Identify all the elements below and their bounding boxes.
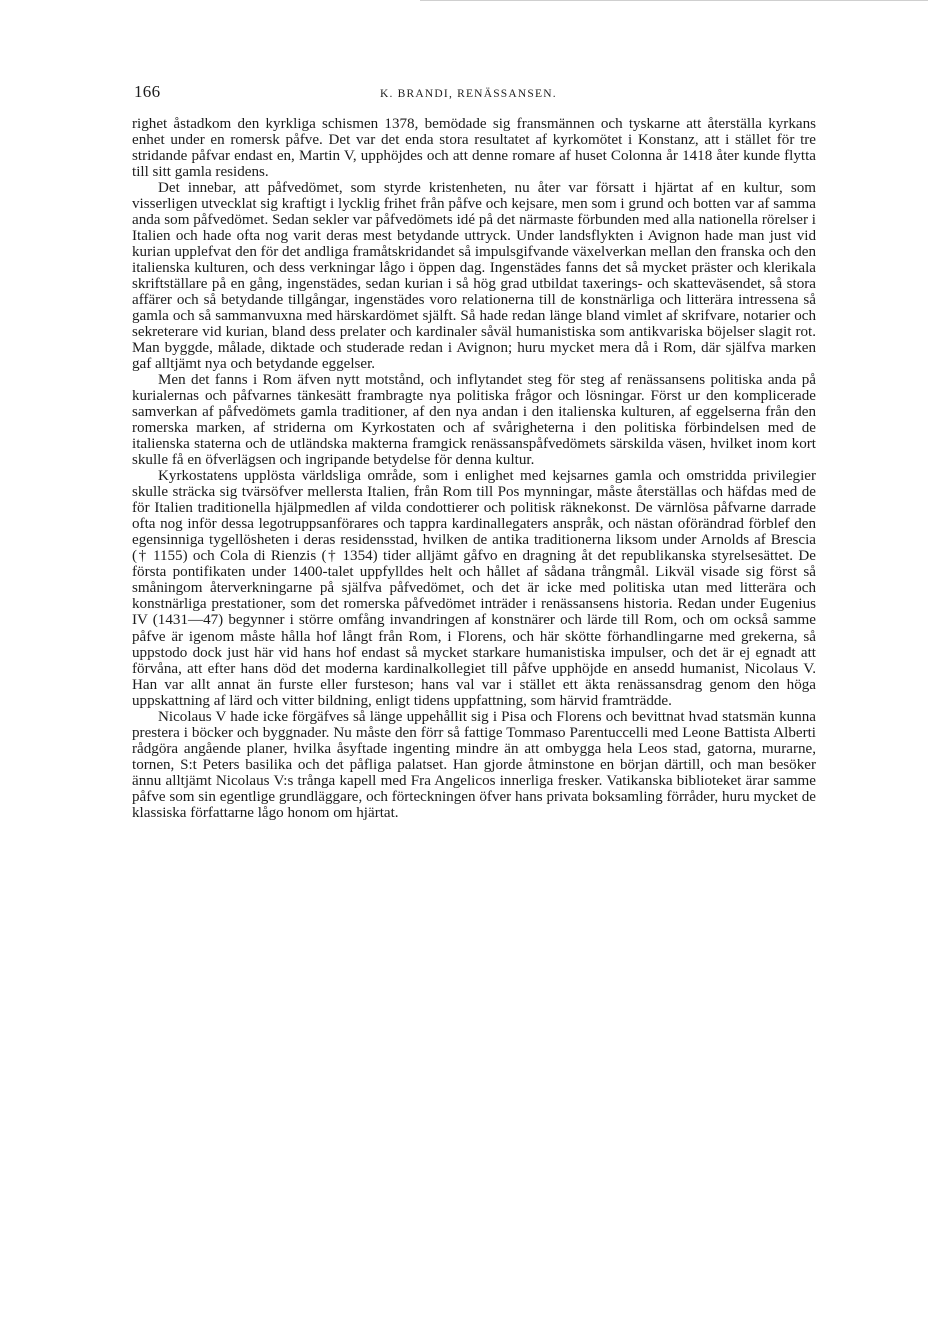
paragraph-5: Nicolaus V hade icke förgäfves så länge uppehållit sig i Pisa och Florens och bevittnat hvad statsmän kunna prestera i böcker och byggnader. Nu måste den förr så fattige Tommaso Parentuccelli med Leone Battista Alberti rådgöra angående planer, hvilka åsyftade ingenting mindre än att ombygga hela Leos stad, gatorna, murarne, tornen, S:t Peters basilika och det påfliga palatset. Han gjorde åtminstone en början därtill, och man besöker ännu alltjämt Nicolaus V:s trånga kapell med Fra Angelicos innerliga fresker. Vatikanska biblioteket ärar samme påfve som sin egentlige grundläggare, och förteckningen öfver hans privata boksamling förråder, huru mycket de klassiska författarne lågo honom om hjärtat. — [132, 708, 816, 821]
page-number: 166 — [134, 82, 161, 101]
scan-edge-line — [420, 0, 928, 1]
paragraph-2: Det innebar, att påfvedömet, som styrde kristenheten, nu åter var försatt i hjärtat af en kultur, som visserligen utvecklat sig kraftigt i lycklig frihet från påfve och kejsare, men som i grund och botten var af samma anda som påfvedömet. Sedan sekler var påfvedömets idé på det närmaste förbunden med alla nationella rörelser i Italien och hade ofta nog varit deras mest betydande uttryck. Under landsflykten i Avignon hade man just vid kurian upplefvat den för det andliga framåtskridandet så impulsgifvande växelverkan mellan den franska och den italienska kulturen, och dess verkningar lågo i öppen dag. Ingenstädes fanns det så mycket präster och klerikala skriftställare på en gång, ingenstädes, sedan kurian i så hög grad utbildat taxerings- och skatteväsendet, så stora affärer och så betydande tillgångar, ingenstädes voro relationerna till de konstnärliga och litterära intressena så gamla och så sammanvuxna med härskardömet själft. Så hade redan länge bland vimlet af skrifvare, notarier och sekreterare vid kurian, bland dess prelater och kardinaler såväl humanistiska som antikvariska böjelser slagit rot. Man byggde, målade, diktade och studerade redan i Avignon; huru mycket mera då i Rom, där själfva marken gaf alltjämt nya och betydande eggelser. — [132, 180, 817, 373]
running-head: K. BRANDI, RENÄSSANSEN. — [380, 88, 557, 100]
body-text — [132, 116, 816, 821]
paragraph-3: Men det fanns i Rom äfven nytt motstånd, och inflytandet steg för steg af renässansens politiska anda på kurialernas och påfvarnes tänkesätt frambragte nya politiska frågor och lösningar. Först ur den komplicerade samverkan af påfvedömets gamla traditioner, af den nya andan i den italienska kulturen, af eggelserna från den romerska marken, af striderna om Kyrkostaten och af svårigheterna i den politiska förbindelsen med de italienska staterna och de utländska makterna framgick renässanspåfvedömets särskilda väsen, hvilket inom kort skulle få en öfverlägsen och ingripande betydelse för denna kultur. — [132, 372, 816, 469]
paragraph-4: Kyrkostatens upplösta världsliga område, som i enlighet med kejsarnes gamla och omstridda privilegier skulle sträcka sig tvärsöfver mellersta Italien, från Rom till Pos mynningar, måste återställas och häfdas med de för Italien traditionella hjälpmedlen af vilda condottierer och politisk räknekonst. De värnlösa påfvarne darrade ofta nog inför dessa legotruppsanförares och tappra kardinallegaters anspråk, och nästan oförändrad förblef den egensinniga tygellösheten i deras residensstad, hvilken de antika traditionerna liksom under Arnolds af Brescia († 1155) och Cola di Rienzis († 1354) tider alljämt gåfvo en dragning åt det republikanska styrelsesättet. De första pontifikaten under 1400-talet uppfylldes helt och hållet af sådana trångmål. Likväl visade sig först så småningom återverkningarne på själfva påfvedömet, och det är icke med politiska utan med litterära och konstnärliga prestationer, som det romerska påfvedömet inträder i renässansens historia. Redan under Eugenius IV (1431—47) begynner i större omfång invandringen af konstnärer och lärde till Rom, och om också samme påfve är igenom måste hålla hof långt från Rom, i Florens, och här skötte förhandlingarne med grekerna, så uppstodo dock just här vid hans hof endast så mycket starkare humanistiska impulser, och det är ej egnadt att förvåna, att efter hans död det moderna kardinalkollegiet till påfve upphöjde en ansedd humanist, Nicolaus V. Han var allt annat än furste eller fursteson; hans val var i stället ett äkta renässansdrag genom den höga uppskattning af lärd och vitter bildning, enligt tidens uppfattning, som härvid framträdde. — [132, 468, 816, 709]
page-header — [134, 82, 816, 106]
paragraph-1: righet åstadkom den kyrkliga schismen 1378, bemödade sig fransmännen och tyskarne att återställa kyrkans enhet under en romersk påfve. Det var det enda stora resultatet af kyrkomötet i Konstanz, att i stället för tre stridande påfvar endast en, Martin V, upphöjdes och att denne romare af huset Colonna år 1418 åter kunde flytta till sitt gamla residens. — [132, 116, 816, 181]
